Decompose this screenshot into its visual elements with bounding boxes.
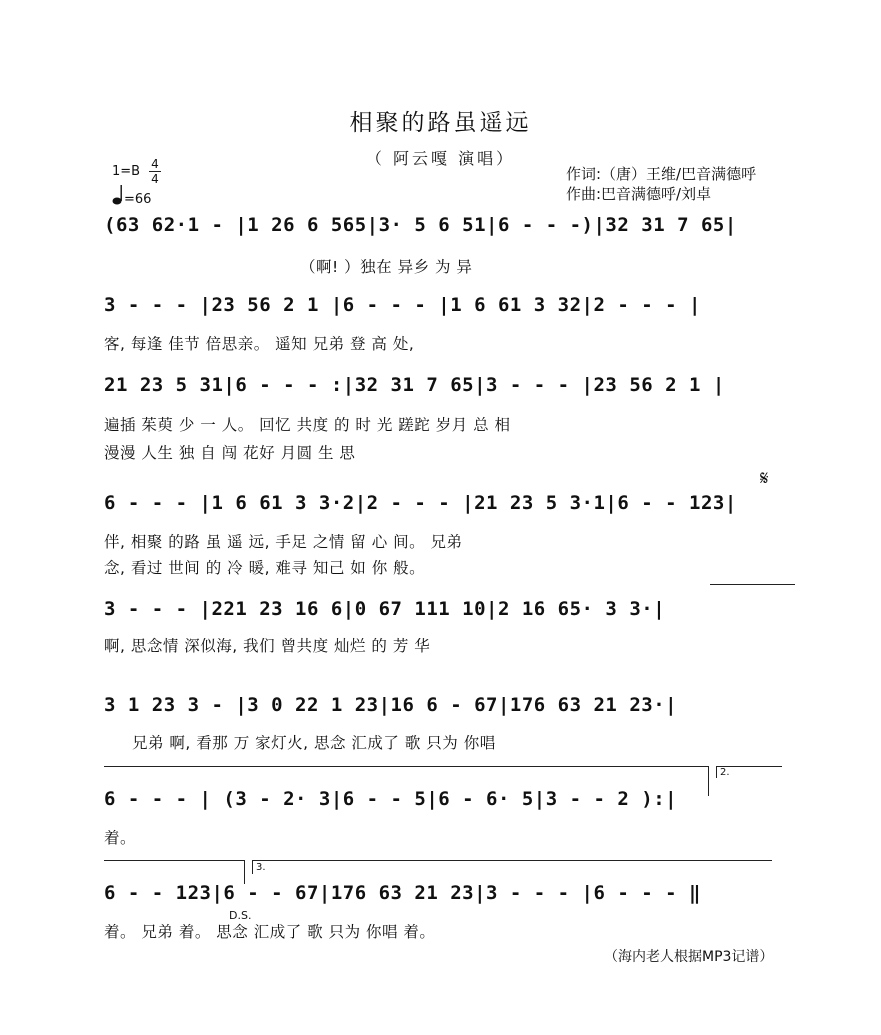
- volta-2-start: [716, 766, 717, 778]
- notation-row-8: 6 - - 123|6 - - 67|176 63 21 23|3 - - - |6 - - - ‖: [104, 882, 701, 904]
- lyric-row-2: 客, 每逢 佳节 倍思亲。 遥知 兄弟 登 高 处,: [104, 335, 415, 353]
- lyric-row-5: 啊, 思念情 深似海, 我们 曾共度 灿烂 的 芳 华: [104, 637, 431, 655]
- transcriber-note: （海内老人根据MP3记谱）: [604, 949, 774, 965]
- key-signature: 1=B: [112, 164, 141, 179]
- segno-sign: 𝄋: [760, 466, 769, 490]
- lyric-row-3b: 漫漫 人生 独 自 闯 花好 月圆 生 思: [104, 444, 356, 462]
- volta-3-label: 3.: [256, 862, 266, 873]
- lyric-row-8: 着。 兄弟 着。 思念 汇成了 歌 只为 你唱 着。: [104, 923, 436, 941]
- notation-row-2: 3 - - - |23 56 2 1 |6 - - - |1 6 61 3 32|2 - - - |: [104, 294, 701, 316]
- volta-1-end: [708, 766, 709, 796]
- lyric-row-4b: 念, 看过 世间 的 冷 暖, 难寻 知己 如 你 般。: [104, 559, 426, 577]
- volta-2-label: 2.: [720, 767, 730, 778]
- volta-3-bracket: [252, 860, 772, 861]
- lyricist-credit: 作词:（唐）王维/巴音满德呼: [566, 165, 757, 183]
- notation-row-4: 6 - - - |1 6 61 3 3·2|2 - - - |21 23 5 3·1|6 - - 123|: [104, 492, 737, 514]
- lyric-row-3a: 遍插 茱萸 少 一 人。 回忆 共度 的 时 光 蹉跎 岁月 总 相: [104, 416, 511, 434]
- time-signature-bottom: 4: [151, 172, 159, 186]
- tempo-marking: =66: [124, 192, 152, 207]
- volta-3-start: [252, 860, 253, 874]
- notation-row-6: 3 1 23 3 - |3 0 22 1 23|16 6 - 67|176 63 21 23·|: [104, 694, 678, 716]
- notation-row-5: 3 - - - |221 23 16 6|0 67 111 10|2 16 65· 3 3·|: [104, 598, 666, 620]
- volta-2b-end: [244, 860, 245, 884]
- tie-line: [710, 584, 795, 585]
- notation-row-3: 21 23 5 31|6 - - - :|32 31 7 65|3 - - - |23 56 2 1 |: [104, 374, 725, 396]
- composer-credit: 作曲:巴音满德呼/刘卓: [566, 185, 712, 203]
- lyric-row-7: 着。: [104, 829, 137, 847]
- lyric-row-6: 兄弟 啊, 看那 万 家灯火, 思念 汇成了 歌 只为 你唱: [132, 734, 496, 752]
- notation-row-7: 6 - - - | (3 - 2· 3|6 - - 5|6 - 6· 5|3 - - 2 ):|: [104, 788, 678, 810]
- time-signature-top: 4: [151, 157, 159, 171]
- singer-subtitle: （ 阿云嘎 演唱）: [365, 149, 516, 168]
- page-title: 相聚的路虽遥远: [349, 110, 532, 136]
- time-signature: [149, 158, 161, 185]
- volta-1-bracket: [104, 766, 708, 767]
- notation-row-1: (63 62·1 - |1 26 6 565|3· 5 6 51|6 - - -)|32 31 7 65|: [104, 214, 737, 236]
- lyric-row-1: （啊! ）独在 异乡 为 异: [300, 258, 473, 276]
- volta-2b-bracket: [104, 860, 244, 861]
- ds-marking: D.S.: [229, 909, 252, 922]
- lyric-row-4a: 伴, 相聚 的路 虽 遥 远, 手足 之情 留 心 间。 兄弟: [104, 533, 463, 551]
- quarter-note-icon: [112, 184, 124, 206]
